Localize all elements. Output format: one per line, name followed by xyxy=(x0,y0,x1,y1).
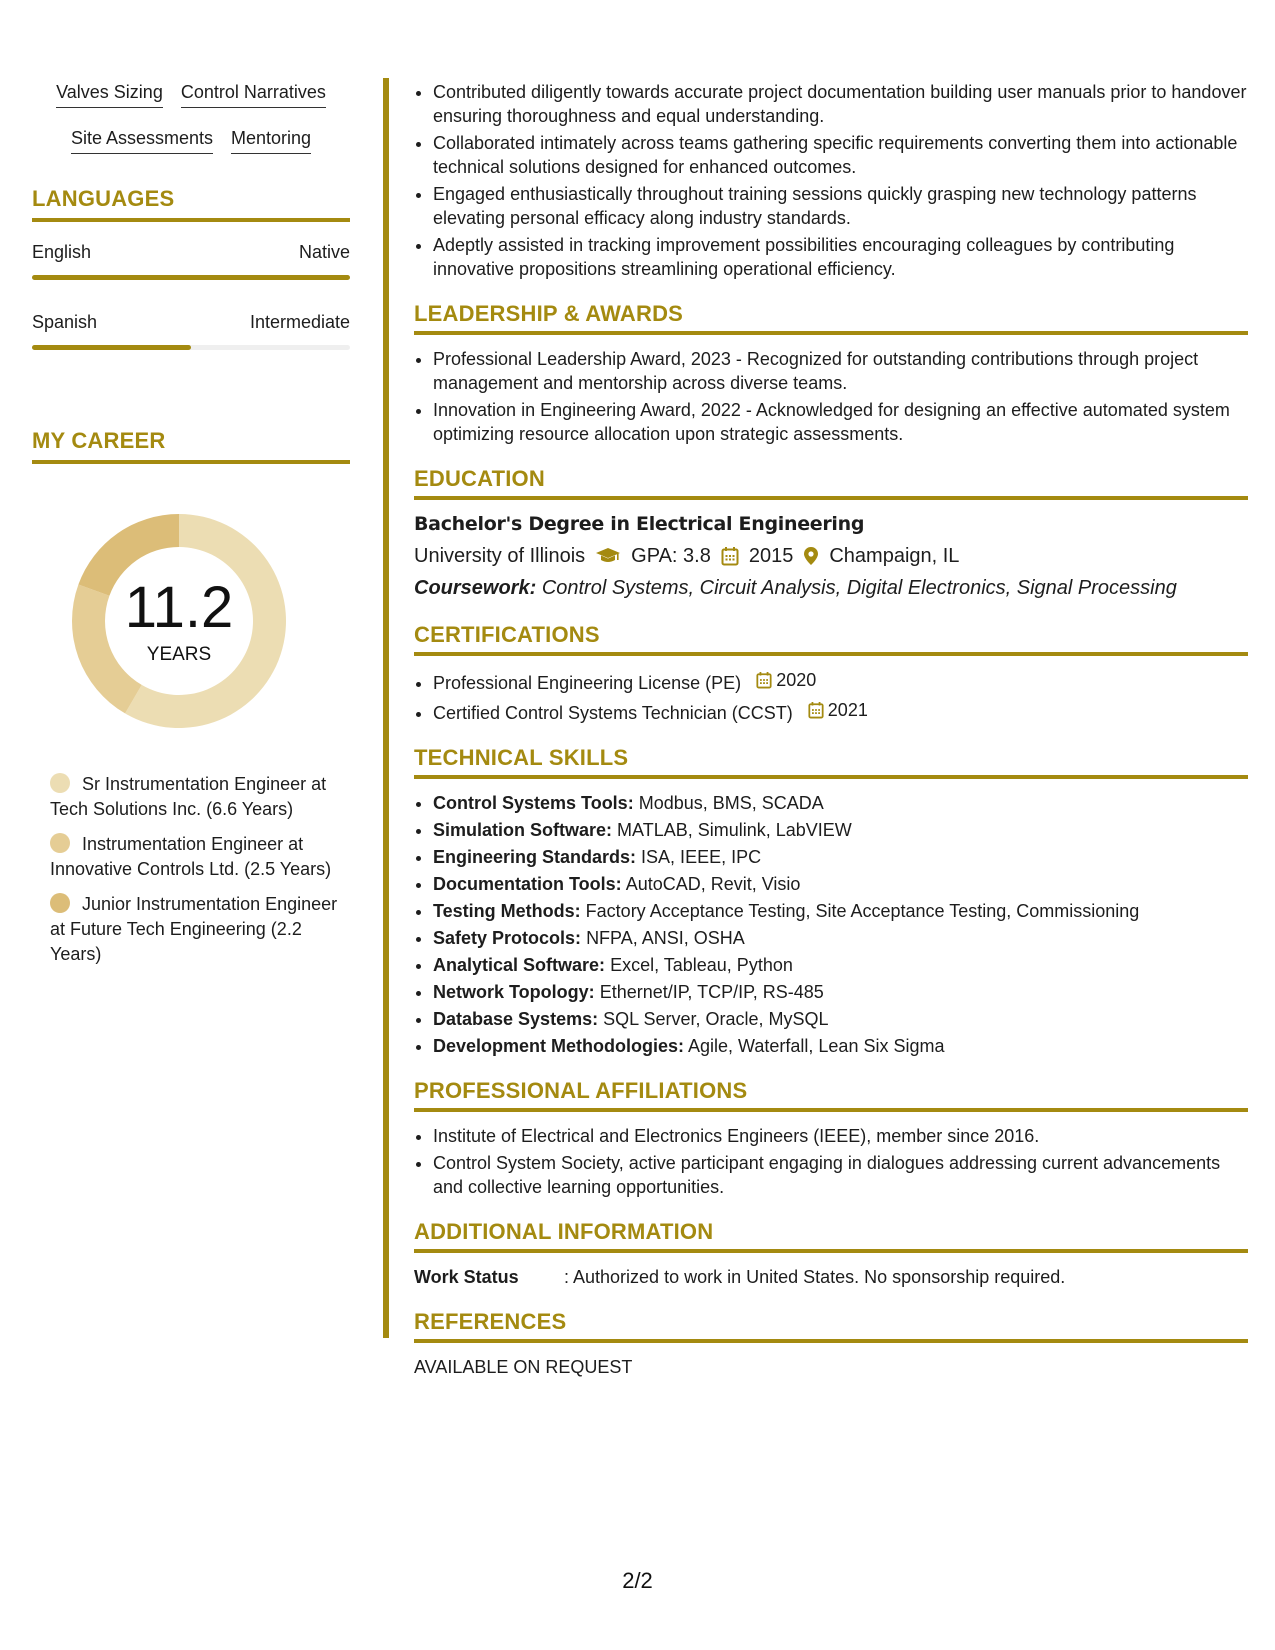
skill-category: Network Topology: xyxy=(433,982,595,1002)
certifications-heading: CERTIFICATIONS xyxy=(414,622,1248,656)
references-heading: REFERENCES xyxy=(414,1309,1248,1343)
career-total-unit: YEARS xyxy=(146,644,212,665)
references-section xyxy=(414,1309,1248,1379)
technical-skill-item xyxy=(433,926,1248,950)
work-status-value: : Authorized to work in United States. No sponsorship required. xyxy=(564,1267,1066,1287)
degree-title: Bachelor's Degree in Electrical Engineering xyxy=(414,513,865,535)
skill-values: ISA, IEEE, IPC xyxy=(641,847,762,867)
language-item xyxy=(32,242,350,280)
technical-skill-item xyxy=(433,791,1248,815)
job-color-dot xyxy=(50,833,70,853)
affiliations-heading: PROFESSIONAL AFFILIATIONS xyxy=(414,1078,1248,1112)
calendar-icon xyxy=(808,701,824,719)
calendar-icon xyxy=(756,671,772,689)
skill-values: Excel, Tableau, Python xyxy=(610,955,793,975)
skill-tag-row xyxy=(32,82,350,108)
additional-info-section xyxy=(414,1219,1248,1289)
references-text: AVAILABLE ON REQUEST xyxy=(414,1357,633,1377)
job-color-dot xyxy=(50,893,70,913)
career-job xyxy=(50,832,340,882)
certification-item xyxy=(433,698,1248,725)
technical-skill-item xyxy=(433,1007,1248,1031)
graduation-cap-icon xyxy=(595,546,621,566)
certification-year: 2020 xyxy=(776,670,817,690)
certification-name: Certified Control Systems Technician (CCST) xyxy=(433,703,793,723)
location-pin-icon xyxy=(803,546,819,566)
language-level: Intermediate xyxy=(249,312,350,332)
career-total-years: 11.2 xyxy=(124,575,234,640)
skill-category: Testing Methods: xyxy=(433,901,581,921)
education-heading: EDUCATION xyxy=(414,466,1248,500)
gpa: GPA: 3.8 xyxy=(631,545,711,567)
technical-skill-item xyxy=(433,899,1248,923)
skill-values: Modbus, BMS, SCADA xyxy=(638,793,824,813)
language-item xyxy=(32,312,350,350)
language-level: Native xyxy=(298,242,350,262)
right-column xyxy=(414,80,1248,1379)
page-number: 2/2 xyxy=(622,1568,653,1593)
graduation-year: 2015 xyxy=(748,545,794,567)
work-status-label: Work Status xyxy=(414,1267,519,1287)
skill-values: SQL Server, Oracle, MySQL xyxy=(603,1009,829,1029)
experience-bullet: • Engaged enthusiastically throughout training sessions quickly grasping new technology patterns elevating personal efficacy along industry standards. xyxy=(433,182,1248,230)
skill-tags xyxy=(32,82,350,154)
technical-skill-item xyxy=(433,872,1248,896)
skill-values: MATLAB, Simulink, LabVIEW xyxy=(617,820,852,840)
education-meta xyxy=(414,544,1248,568)
certifications-section xyxy=(414,622,1248,725)
skill-tag-row xyxy=(32,128,350,154)
skill-values: AutoCAD, Revit, Visio xyxy=(625,874,801,894)
leadership-section xyxy=(414,301,1248,446)
career-section xyxy=(32,428,350,967)
certification-year: 2021 xyxy=(827,700,868,720)
language-name: English xyxy=(32,242,92,262)
skill-tag: Mentoring xyxy=(231,128,311,154)
technical-skill-item xyxy=(433,1034,1248,1058)
languages-heading: LANGUAGES xyxy=(32,186,350,222)
additional-info-heading: ADDITIONAL INFORMATION xyxy=(414,1219,1248,1253)
language-proficiency-fill xyxy=(32,345,191,350)
coursework xyxy=(414,576,1248,600)
technical-skill-item xyxy=(433,845,1248,869)
technical-skill-item xyxy=(433,980,1248,1004)
skill-values: Factory Acceptance Testing, Site Acceptance Testing, Commissioning xyxy=(585,901,1140,921)
affiliations-section xyxy=(414,1078,1248,1199)
skill-category: Simulation Software: xyxy=(433,820,613,840)
skill-category: Development Methodologies: xyxy=(433,1036,685,1056)
skill-category: Documentation Tools: xyxy=(433,874,622,894)
work-status-row xyxy=(414,1265,1248,1289)
coursework-list: Control Systems, Circuit Analysis, Digital Electronics, Signal Processing xyxy=(541,577,1177,599)
school-name: University of Illinois xyxy=(414,545,586,567)
certification-item xyxy=(433,668,1248,695)
affiliation-item: • Control System Society, active participant engaging in dialogues addressing current advancements and collective learning opportunities. xyxy=(433,1151,1248,1199)
technical-skill-item xyxy=(433,818,1248,842)
technical-skill-item xyxy=(433,953,1248,977)
technical-skills-section xyxy=(414,745,1248,1058)
language-proficiency-bar xyxy=(32,345,350,350)
left-column xyxy=(32,82,350,977)
job-text: Instrumentation Engineer at Innovative Controls Ltd. (2.5 Years) xyxy=(50,834,332,879)
skill-tag: Valves Sizing xyxy=(56,82,163,108)
skill-values: NFPA, ANSI, OSHA xyxy=(586,928,745,948)
education-section xyxy=(414,466,1248,600)
job-color-dot xyxy=(50,773,70,793)
skill-category: Analytical Software: xyxy=(433,955,606,975)
coursework-label: Coursework: xyxy=(414,577,537,599)
experience-bullets xyxy=(414,80,1248,281)
skill-category: Safety Protocols: xyxy=(433,928,582,948)
language-proficiency-bar xyxy=(32,275,350,280)
career-job xyxy=(50,772,340,822)
job-text: Junior Instrumentation Engineer at Future Tech Engineering (2.2 Years) xyxy=(50,894,338,964)
school-location: Champaign, IL xyxy=(829,545,960,567)
skill-tag: Site Assessments xyxy=(71,128,213,154)
skill-tag: Control Narratives xyxy=(181,82,326,108)
experience-bullet: • Collaborated intimately across teams gathering specific requirements converting them into actionable technical solutions designed for enhanced outcomes. xyxy=(433,131,1248,179)
career-job-list xyxy=(32,772,340,967)
award-item: • Innovation in Engineering Award, 2022 - Acknowledged for designing an effective automated system optimizing resource allocation upon strategic assessments. xyxy=(433,398,1248,446)
leadership-heading: LEADERSHIP & AWARDS xyxy=(414,301,1248,335)
languages-section xyxy=(32,186,350,350)
skill-category: Control Systems Tools: xyxy=(433,793,634,813)
certification-name: Professional Engineering License (PE) xyxy=(433,673,742,693)
technical-skills-list xyxy=(414,791,1248,1058)
skill-values: Ethernet/IP, TCP/IP, RS-485 xyxy=(599,982,824,1002)
career-job xyxy=(50,892,340,967)
job-text: Sr Instrumentation Engineer at Tech Solutions Inc. (6.6 Years) xyxy=(50,774,327,819)
skill-values: Agile, Waterfall, Lean Six Sigma xyxy=(688,1036,945,1056)
column-divider xyxy=(383,78,389,1338)
career-donut-chart xyxy=(64,506,294,736)
language-proficiency-fill xyxy=(32,275,350,280)
skill-category: Engineering Standards: xyxy=(433,847,637,867)
award-item: • Professional Leadership Award, 2023 - Recognized for outstanding contributions through project management and mentorship across diverse teams. xyxy=(433,347,1248,395)
technical-skills-heading: TECHNICAL SKILLS xyxy=(414,745,1248,779)
language-name: Spanish xyxy=(32,312,98,332)
calendar-icon xyxy=(721,546,739,566)
experience-bullet: • Contributed diligently towards accurate project documentation building user manuals prior to handover ensuring thoroughness and equal understanding. xyxy=(433,80,1248,128)
experience-bullet: • Adeptly assisted in tracking improvement possibilities encouraging colleagues by contributing innovative propositions streamlining operational efficiency. xyxy=(433,233,1248,281)
career-heading: MY CAREER xyxy=(32,428,350,464)
affiliation-item: • Institute of Electrical and Electronics Engineers (IEEE), member since 2016. xyxy=(433,1124,1248,1148)
skill-category: Database Systems: xyxy=(433,1009,599,1029)
